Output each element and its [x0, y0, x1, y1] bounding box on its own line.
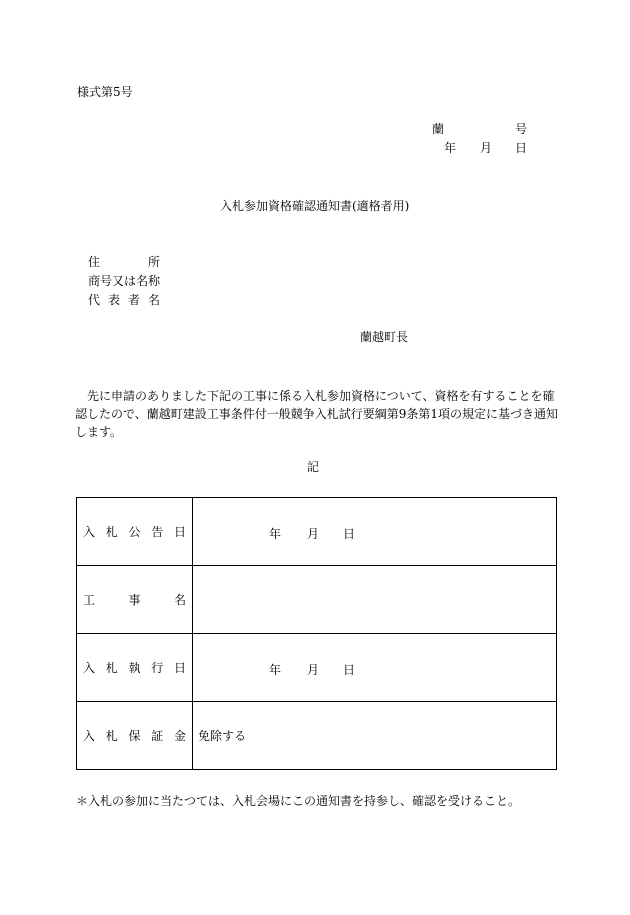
label-char: 入	[83, 729, 96, 743]
label-char: 号	[100, 274, 113, 288]
body-line-3: します。	[75, 425, 123, 439]
label-char: 名	[136, 274, 149, 288]
form-number: 様式第5号	[77, 85, 133, 99]
document-title: 入札参加資格確認通知書(適格者用)	[220, 199, 410, 213]
label-char: 保	[128, 729, 141, 743]
date-year: 年	[269, 662, 282, 677]
recipient-address-label	[88, 256, 160, 268]
row-label-bid-bond	[77, 702, 193, 770]
label-char: 行	[151, 661, 164, 675]
label-char: 事	[128, 593, 141, 607]
row-label-bid-execution-date	[77, 634, 193, 702]
label-char: 札	[105, 729, 118, 743]
doc-number-prefix: 蘭	[432, 122, 445, 136]
doc-number-suffix: 号	[515, 122, 528, 136]
ki-heading: 記	[307, 460, 320, 474]
label-char: 表	[107, 293, 120, 307]
row-value-bid-bond	[193, 702, 557, 770]
label-char: 称	[148, 274, 161, 288]
label-char: 入	[83, 525, 96, 539]
date-day: 日	[343, 662, 356, 677]
body-line-2: 認したので、蘭越町建設工事条件付一般競争入札試行要綱第9条第1項の規定に基づき通知	[75, 407, 559, 421]
label-char: 工	[83, 593, 96, 607]
label-char: 札	[105, 525, 118, 539]
row-label-bid-announcement-date	[77, 498, 193, 566]
label-char: 又	[112, 274, 125, 288]
label-char: 入	[83, 661, 96, 675]
sender-name: 蘭越町長	[360, 330, 409, 344]
row-value-bid-announcement-date	[193, 498, 557, 566]
label-char: 執	[128, 661, 141, 675]
date-day: 日	[343, 526, 356, 541]
recipient-representative-label	[88, 294, 160, 306]
date-month: 月	[307, 526, 320, 541]
label-char: 名	[173, 593, 186, 607]
label-char: 商	[88, 274, 101, 288]
table-row	[77, 566, 557, 634]
label-char: は	[124, 274, 137, 288]
issue-date-month: 月	[480, 141, 493, 155]
body-line-1: 先に申請のありました下記の工事に係る入札参加資格について、資格を有することを確	[87, 389, 555, 403]
row-label-construction-name	[77, 566, 193, 634]
row-value-bid-execution-date	[193, 634, 557, 702]
label-char: 札	[105, 661, 118, 675]
issue-date-day: 日	[515, 141, 528, 155]
table-row	[77, 634, 557, 702]
footnote: ＊入札の参加に当たつては、入札会場にこの通知書を持参し、確認を受けること。	[76, 794, 521, 808]
label-char: 金	[173, 729, 186, 743]
label-char: 証	[151, 729, 164, 743]
label-char: 代	[88, 293, 101, 307]
date-year: 年	[269, 526, 282, 541]
label-char: 日	[173, 661, 186, 675]
table-row	[77, 702, 557, 770]
label-char: 日	[173, 525, 186, 539]
label-char: 者	[127, 293, 140, 307]
label-char: 公	[128, 525, 141, 539]
label-char: 告	[151, 525, 164, 539]
recipient-company-label	[88, 275, 160, 287]
label-char: 名	[147, 293, 160, 307]
bid-bond-value: 免除する	[198, 729, 247, 743]
row-value-construction-name	[193, 566, 557, 634]
table-row	[77, 498, 557, 566]
label-char: 住	[88, 255, 101, 269]
label-char: 所	[147, 255, 160, 269]
date-month: 月	[307, 662, 320, 677]
details-table	[76, 497, 557, 770]
issue-date-year: 年	[444, 141, 457, 155]
